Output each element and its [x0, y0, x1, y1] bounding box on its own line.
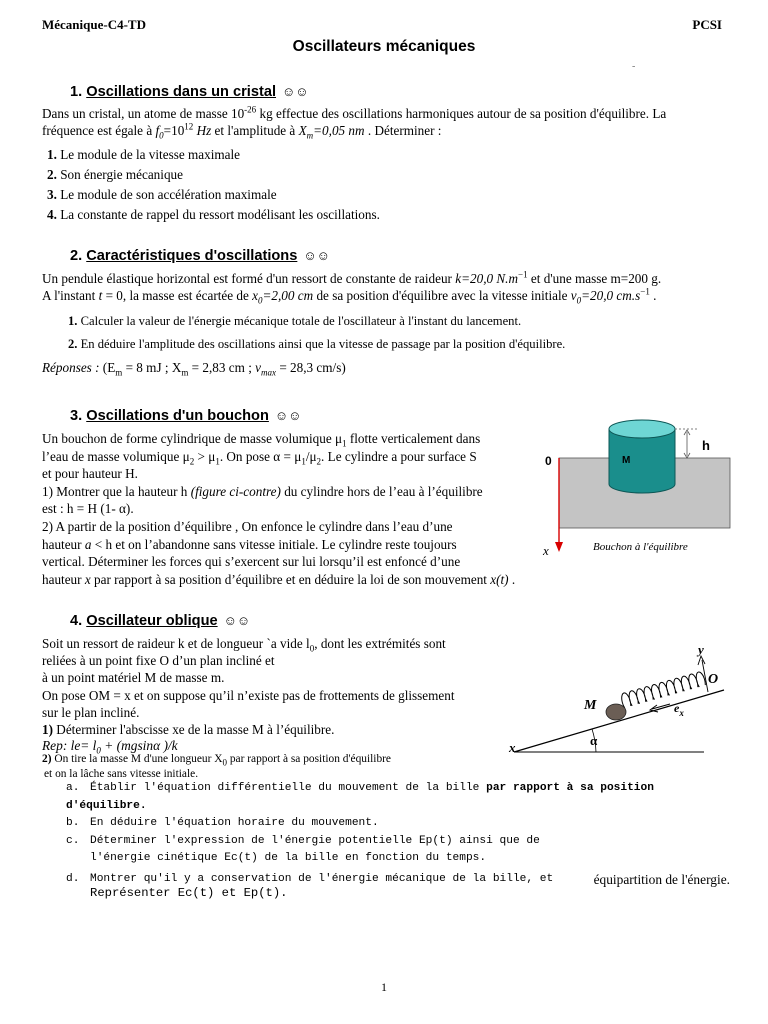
- text: Dans un cristal, un atome de masse 10: [42, 106, 245, 121]
- num: 4.: [47, 207, 57, 222]
- t: (E: [99, 360, 116, 375]
- line: est : h = H (1- α).: [42, 501, 134, 517]
- section-3-number: 3.: [70, 408, 83, 424]
- line: et pour hauteur H.: [42, 466, 138, 482]
- val: =20,0 cm.s: [581, 288, 641, 304]
- section-2-number: 2.: [70, 248, 83, 264]
- t: < h et on l’abandonne sans vitesse initiale. Le cylindre reste toujours: [91, 536, 457, 552]
- line: et on la lâche sans vitesse initiale.: [44, 768, 199, 780]
- list-item: l'énergie cinétique Ec(t) de la bille en fonction du temps.: [90, 852, 487, 864]
- section-3-title: Oscillations d'un bouchon: [86, 408, 269, 424]
- bold: par rapport à sa position d'équilibre.: [66, 782, 654, 812]
- mass-ball: [606, 704, 626, 720]
- t: du cylindre hors de l’eau à l’équilibre: [280, 483, 483, 499]
- num: 1): [42, 722, 53, 738]
- txt: Calculer la valeur de l'énergie mécanique totale de l'oscillateur à l'instant du lancement.: [77, 314, 522, 328]
- section-4-title: Oscillateur oblique: [86, 613, 218, 629]
- line: [42, 721, 494, 738]
- section-4-sublist: [66, 780, 730, 903]
- alpha-label: α: [590, 733, 598, 748]
- t: .: [508, 571, 516, 587]
- unit: Hz: [193, 123, 212, 139]
- section-1-number: 1.: [70, 84, 83, 100]
- t: t: [98, 288, 103, 304]
- num: 2): [42, 753, 52, 765]
- section-1-intro: [42, 105, 728, 140]
- line: sur le plan incliné.: [42, 704, 140, 720]
- t: + (mgsinα )/k: [100, 738, 178, 753]
- x-label: x: [509, 740, 516, 755]
- t: par rapport à sa position d’équilibre et en déduire la loi de son mouvement: [90, 571, 491, 587]
- letter: c.: [66, 834, 80, 847]
- letter: a.: [66, 782, 80, 794]
- X: X: [298, 123, 307, 139]
- spring-coil: [622, 672, 706, 708]
- label: Réponses :: [42, 360, 100, 375]
- list-item: [66, 780, 730, 815]
- section-4-number: 4.: [70, 613, 83, 629]
- f: f: [155, 123, 160, 139]
- s: 1: [215, 456, 220, 467]
- section-4-q2: [42, 752, 391, 782]
- line: [42, 448, 524, 466]
- txt: Établir l'équation différentielle du mouvement de la bille: [90, 782, 487, 794]
- section-2-title: Caractéristiques d'oscillations: [86, 248, 298, 264]
- cork-caption: Bouchon à l'équilibre: [593, 541, 688, 553]
- t: On tire la masse M d'une longueur X: [51, 753, 223, 765]
- section-1-title: Oscillations dans un cristal: [86, 84, 277, 100]
- cork-figure: [536, 418, 736, 566]
- s: 0: [222, 757, 227, 768]
- incline-line: [514, 690, 724, 752]
- section-2-answers: [42, 359, 346, 376]
- t: a: [84, 536, 92, 552]
- txt: Le module de la vitesse maximale: [56, 147, 240, 162]
- o-label: O: [708, 672, 719, 687]
- section-2-heading: [70, 247, 330, 266]
- line: On pose OM = x et on suppose qu’il n’existe pas de frottements de glissement: [42, 687, 455, 703]
- sub: m: [306, 131, 314, 142]
- list-item: [47, 186, 380, 206]
- sub: 0: [576, 296, 582, 307]
- ex: e: [674, 701, 680, 715]
- exp: 12: [184, 122, 194, 133]
- line: [42, 483, 524, 501]
- freq-symbol: [155, 122, 212, 142]
- list-item: [66, 833, 730, 851]
- header-right: PCSI: [692, 17, 722, 32]
- page-number: 1: [381, 980, 387, 994]
- v: v: [570, 288, 577, 304]
- k-value: k=20,0 N.m: [455, 271, 518, 286]
- sub: 0: [258, 296, 263, 307]
- list-item: [47, 146, 380, 166]
- t: (figure ci-contre): [190, 483, 281, 499]
- smiley-icon: ☺☺: [303, 248, 330, 263]
- text: A l'instant: [42, 288, 99, 304]
- txt: Le module de son accélération maximale: [56, 187, 277, 202]
- t: hauteur: [42, 571, 85, 587]
- num: 3.: [47, 187, 57, 202]
- val: =0,05 nm: [313, 123, 365, 139]
- t: x(t): [490, 571, 509, 587]
- txt: En déduire l'amplitude des oscillations ainsi que la vitesse de passage par la position d'équilibre.: [77, 337, 566, 351]
- v0: [570, 288, 641, 307]
- line: [42, 536, 524, 554]
- ex-label: [674, 701, 684, 718]
- line: reliées à un point fixe O d’un plan incliné et: [42, 653, 275, 669]
- exponent: -26: [244, 104, 257, 115]
- text: et l'amplitude à: [211, 123, 299, 139]
- s: 1: [342, 438, 347, 449]
- list-item: Représenter Ec(t) et Ep(t).: [90, 886, 288, 900]
- t: . On pose α = μ: [219, 448, 302, 464]
- text: kg effectue des oscillations harmoniques autour de sa position d'équilibre. La: [256, 106, 667, 121]
- list-item: [47, 166, 380, 186]
- t: > μ: [194, 448, 216, 464]
- text: Un pendule élastique horizontal est formé d'un ressort de constante de raideur: [42, 271, 456, 286]
- h-label: h: [702, 438, 710, 453]
- t: = 2,83 cm ;: [188, 360, 256, 375]
- section-3-text: [42, 430, 524, 588]
- line: [42, 430, 524, 448]
- list-item: [47, 206, 380, 226]
- exp: −1: [640, 287, 650, 298]
- txt: Déterminer l'expression de l'énergie potentielle Ep(t) ainsi que de: [90, 834, 540, 847]
- s: 2: [189, 456, 195, 467]
- letter: b.: [66, 817, 80, 829]
- cylinder-body: [609, 429, 675, 493]
- txt: Son énergie mécanique: [56, 167, 183, 182]
- list-item: [66, 815, 730, 833]
- s: max: [261, 367, 277, 378]
- s: 0: [96, 745, 101, 756]
- v: v: [255, 360, 262, 375]
- txt: La constante de rappel du ressort modélisant les oscillations.: [56, 207, 380, 222]
- t: = 8 mJ ; X: [122, 360, 182, 375]
- line: [42, 752, 391, 767]
- s: 0: [309, 643, 315, 654]
- m-label: M: [584, 698, 597, 713]
- s: m: [181, 367, 189, 378]
- t: Rep: le= l: [42, 738, 97, 753]
- smiley-icon: ☺☺: [282, 84, 309, 99]
- letter: d.: [66, 872, 80, 885]
- section-4-text: [42, 635, 494, 738]
- text: et d'une masse m=200 g.: [527, 271, 662, 286]
- section-2-q2: [68, 336, 565, 353]
- line: 2) A partir de la position d’équilibre , On enfonce le cylindre dans l’eau d’une: [42, 518, 453, 534]
- section-3-heading: [70, 407, 301, 426]
- val: =2,00 cm: [262, 288, 314, 304]
- x-arrow-icon: [555, 542, 563, 552]
- x0: [252, 288, 314, 307]
- num: 2.: [68, 337, 78, 351]
- text: fréquence est égale à: [42, 123, 156, 139]
- section-2-q1: [68, 313, 521, 330]
- y-arrow-icon: [698, 656, 705, 665]
- text: = 0, la masse est écartée de: [102, 288, 253, 304]
- t: l’eau de masse volumique μ: [42, 448, 190, 464]
- line: à un point matériel M de masse m.: [42, 670, 225, 686]
- t: Un bouchon de forme cylindrique de masse volumique μ: [42, 431, 343, 446]
- line: [42, 571, 524, 589]
- sub: 0: [159, 131, 164, 142]
- t: Déterminer l'abscisse xe de la masse M à l’équilibre.: [53, 722, 335, 738]
- t: 1) Montrer que la hauteur h: [42, 483, 191, 499]
- section-4-heading: [70, 612, 250, 631]
- incline-figure: [500, 640, 740, 760]
- t: . Le cylindre a pour surface S: [321, 448, 477, 464]
- t: par rapport à sa position d'équilibre: [226, 753, 391, 765]
- y-label: y: [698, 642, 704, 657]
- section-2-intro: [42, 270, 728, 305]
- smiley-icon: ☺☺: [223, 613, 251, 628]
- num: 1.: [68, 314, 78, 328]
- line: [42, 635, 494, 652]
- t: = 28,3 cm/s): [276, 360, 346, 375]
- num: 2.: [47, 167, 57, 182]
- x-label: x: [543, 543, 549, 558]
- smiley-icon: ☺☺: [274, 408, 302, 423]
- header-left: Mécanique-C4-TD: [42, 17, 146, 32]
- s: 2: [316, 456, 322, 467]
- cylinder-top: [609, 420, 675, 438]
- t: hauteur: [42, 536, 85, 552]
- text: de sa position d'équilibre avec la vitesse initiale: [313, 288, 571, 304]
- val: =10: [163, 123, 185, 139]
- t: Soit un ressort de raideur k et de longueur `a vide l: [42, 636, 310, 651]
- section-1-list: [47, 146, 380, 226]
- zero-label: 0: [545, 454, 552, 468]
- text: .: [649, 288, 657, 304]
- t: , dont les extrémités sont: [314, 636, 446, 651]
- num: 1.: [47, 147, 57, 162]
- section-1-heading: [70, 83, 309, 102]
- t: /μ: [305, 448, 317, 464]
- t: x: [84, 571, 91, 587]
- amp-symbol: [298, 123, 365, 142]
- page-title: Oscillateurs mécaniques: [292, 38, 476, 55]
- x: x: [252, 288, 258, 304]
- text: . Déterminer :: [364, 123, 442, 139]
- ex-sub: x: [679, 708, 684, 718]
- t: flotte verticalement dans: [346, 431, 481, 446]
- mass-label: M: [622, 455, 631, 466]
- s: 1: [301, 456, 306, 467]
- exp: −1: [518, 269, 528, 280]
- stray-mark: -: [632, 61, 636, 72]
- txt: Montrer qu'il y a conservation de l'énergie mécanique de la bille, et: [90, 872, 554, 885]
- txt: En déduire l'équation horaire du mouvement.: [90, 817, 379, 829]
- line: vertical. Déterminer les forces qui s’exercent sur lui lorsqu’il est enfoncé d’une: [42, 554, 461, 570]
- txt: équipartition de l'énergie.: [593, 871, 730, 887]
- s: m: [115, 367, 123, 378]
